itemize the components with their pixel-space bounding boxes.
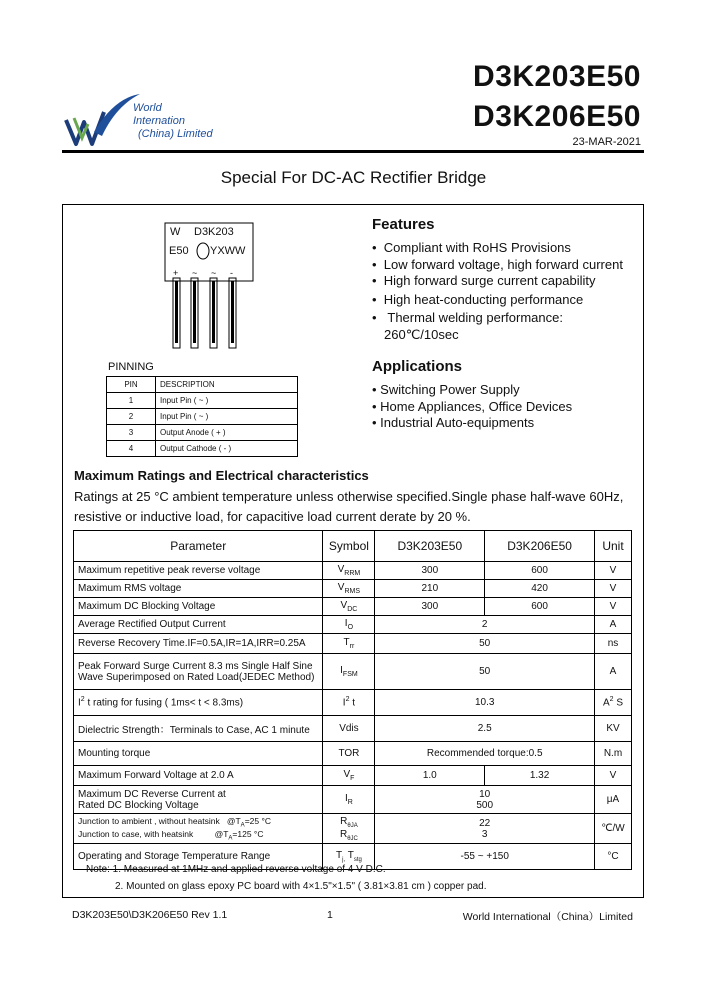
- d3k203e50-header: D3K203E50: [375, 531, 485, 562]
- table-header-row: [107, 377, 298, 393]
- param-cell: Maximum repetitive peak reverse voltage: [74, 562, 323, 580]
- company-logo: [64, 92, 144, 152]
- header-rule: [62, 150, 644, 153]
- pin-description: Input Pin ( ~ ): [156, 409, 298, 425]
- d3k206e50-header: D3K206E50: [485, 531, 595, 562]
- unit-cell: ns: [594, 634, 631, 654]
- symbol-cell: $I_{FSM}$: [323, 654, 375, 690]
- value-cell: 600: [485, 598, 595, 616]
- symbol-cell: $T_{rr}$: [323, 634, 375, 654]
- pin-sign-4: -: [230, 268, 233, 278]
- list-item: • Low forward voltage, high forward current: [372, 256, 623, 272]
- symbol-cell: $I_R$: [323, 786, 375, 814]
- pin-header: PIN: [107, 377, 156, 393]
- revision-date: 23-MAR-2021: [572, 136, 641, 148]
- part-number-2: D3K206E50: [473, 100, 641, 133]
- pin-number: 1: [107, 393, 156, 409]
- table-row: [74, 766, 632, 786]
- symbol-cell: $V_{DC}$: [323, 598, 375, 616]
- value-cell: 600: [485, 562, 595, 580]
- table-row: [74, 814, 632, 844]
- unit-cell: V: [594, 562, 631, 580]
- parameter-header: Parameter: [74, 531, 323, 562]
- note-1: Note: 1. Measured at 1MHz and applied reverse voltage of 4 V D.C.: [86, 864, 386, 875]
- param-cell: $I^2$ t rating for fusing ( 1ms< t < 8.3ms): [74, 690, 323, 716]
- table-row: [107, 441, 298, 457]
- param-cell: Junction to ambient , without heatsink $@T_A=25$ °C Junction to case, with heatsink $@T_A=125$ °C: [74, 814, 323, 844]
- symbol-cell: TOR: [323, 742, 375, 766]
- features-list: [372, 240, 642, 343]
- pinning-table: [106, 376, 298, 457]
- list-item: • Thermal welding performance:: [372, 310, 563, 325]
- list-item-cont: 260℃/10sec: [384, 326, 459, 342]
- list-item: • High heat-conducting performance: [372, 291, 584, 307]
- table-row: [74, 634, 632, 654]
- unit-cell: KV: [594, 716, 631, 742]
- symbol-header: Symbol: [323, 531, 375, 562]
- table-row: [107, 409, 298, 425]
- unit-cell: μA: [594, 786, 631, 814]
- unit-cell: A: [594, 616, 631, 634]
- value-cell: 10.3: [375, 690, 595, 716]
- table-row: [74, 786, 632, 814]
- applications-list: [372, 382, 572, 432]
- table-row: [74, 616, 632, 634]
- pin-description: Input Pin ( ~ ): [156, 393, 298, 409]
- unit-header: Unit: [594, 531, 631, 562]
- table-row: [107, 425, 298, 441]
- unit-cell: °C: [594, 844, 631, 870]
- param-cell: Operating and Storage Temperature Range: [74, 844, 323, 870]
- value-cell: 420: [485, 580, 595, 598]
- pin-number: 2: [107, 409, 156, 425]
- table-row: [74, 690, 632, 716]
- unit-cell: V: [594, 598, 631, 616]
- param-cell: Reverse Recovery Time.IF=0.5A,IR=1A,IRR=0.25A: [74, 634, 323, 654]
- pin-description: Output Cathode ( - ): [156, 441, 298, 457]
- table-row: [74, 716, 632, 742]
- part-number-1: D3K203E50: [473, 60, 641, 93]
- value-cell: Recommended torque:0.5: [375, 742, 595, 766]
- param-cell: Mounting torque: [74, 742, 323, 766]
- description-header: DESCRIPTION: [156, 377, 298, 393]
- param-cell: Maximum DC Reverse Current at Rated DC Blocking Voltage: [74, 786, 323, 814]
- logo-text-line3: (China) Limited: [138, 128, 213, 140]
- list-item: • Switching Power Supply: [372, 382, 520, 397]
- symbol-cell: $I_O$: [323, 616, 375, 634]
- param-cell: Maximum Forward Voltage at 2.0 A: [74, 766, 323, 786]
- symbol-cell: $V_{RRM}$: [323, 562, 375, 580]
- symbol-cell: $V_{RMS}$: [323, 580, 375, 598]
- unit-cell: ℃/W: [594, 814, 631, 844]
- marking-part: D3K203: [194, 226, 234, 238]
- applications-heading: Applications: [372, 358, 463, 375]
- list-item: • Home Appliances, Office Devices: [372, 398, 573, 414]
- pin-sign-3: ~: [211, 268, 217, 278]
- footer-page-number: 1: [327, 909, 333, 921]
- value-cell: 1.0: [375, 766, 485, 786]
- ratings-heading: Maximum Ratings and Electrical characteristics: [74, 468, 369, 483]
- param-cell: Maximum RMS voltage: [74, 580, 323, 598]
- param-cell: Average Rectified Output Current: [74, 616, 323, 634]
- table-row: [74, 598, 632, 616]
- value-cell: -55 ~ +150: [375, 844, 595, 870]
- value-cell: 2: [375, 616, 595, 634]
- logo-mark-icon: [64, 92, 144, 152]
- pin-sign-1: +: [173, 268, 179, 278]
- footer-revision: D3K203E50\D3K206E50 Rev 1.1: [72, 909, 228, 921]
- ratings-intro: Ratings at 25 °C ambient temperature unless otherwise specified.Single phase half-wave 60Hz, resistive or inductive load, for capacitive load current derate by 20 %.: [74, 489, 624, 524]
- symbol-cell: $R_{\theta JA}$ $R_{\theta JC}$: [323, 814, 375, 844]
- value-cell: 50: [375, 634, 595, 654]
- table-header-row: [74, 531, 632, 562]
- symbol-cell: $T_{j,}$ $T_{stg}$: [323, 844, 375, 870]
- pin-sign-2: ~: [192, 268, 198, 278]
- table-row: [74, 580, 632, 598]
- unit-cell: V: [594, 766, 631, 786]
- table-row: [74, 562, 632, 580]
- value-cell: 300: [375, 598, 485, 616]
- list-item: • Industrial Auto-equipments: [372, 415, 535, 430]
- unit-cell: $A^2$ S: [594, 690, 631, 716]
- value-cell: 22 3: [375, 814, 595, 844]
- value-cell: 210: [375, 580, 485, 598]
- value-cell: 2.5: [375, 716, 595, 742]
- value-cell: 10 500: [375, 786, 595, 814]
- value-cell: 50: [375, 654, 595, 690]
- unit-cell: V: [594, 580, 631, 598]
- list-item: • Compliant with RoHS Provisions: [372, 240, 571, 255]
- param-cell: Maximum DC Blocking Voltage: [74, 598, 323, 616]
- note-2: 2. Mounted on glass epoxy PC board with 4×1.5"×1.5" ( 3.81×3.81 cm ) copper pad.: [115, 881, 487, 892]
- pin-description: Output Anode ( + ): [156, 425, 298, 441]
- unit-cell: A: [594, 654, 631, 690]
- value-cell: 1.32: [485, 766, 595, 786]
- value-cell: 300: [375, 562, 485, 580]
- marking-date-code: YXWW: [210, 245, 246, 257]
- logo-text-line1: World: [133, 102, 162, 114]
- marking-e50: E50: [169, 245, 189, 257]
- footer-company: World International（China）Limited: [462, 911, 633, 923]
- pin-number: 4: [107, 441, 156, 457]
- logo-text-line2: Internation: [133, 115, 185, 127]
- table-row: [74, 654, 632, 690]
- features-heading: Features: [372, 216, 435, 233]
- param-cell: Dielectric Strength：Terminals to Case, AC 1 minute: [74, 716, 323, 742]
- pin-number: 3: [107, 425, 156, 441]
- table-row: [74, 742, 632, 766]
- ratings-table: [73, 530, 632, 870]
- symbol-cell: $V_F$: [323, 766, 375, 786]
- marking-w: W: [170, 226, 181, 238]
- table-row: [107, 393, 298, 409]
- param-cell: Peak Forward Surge Current 8.3 ms Single Half Sine Wave Superimposed on Rated Load(JEDEC Method): [74, 654, 323, 690]
- package-drawing: [160, 218, 270, 358]
- symbol-cell: Vdis: [323, 716, 375, 742]
- page-title: Special For DC-AC Rectifier Bridge: [220, 168, 487, 187]
- unit-cell: N.m: [594, 742, 631, 766]
- symbol-cell: $I^2$ t: [323, 690, 375, 716]
- pinning-heading: PINNING: [108, 361, 154, 373]
- list-item: • High forward surge current capability: [372, 273, 596, 288]
